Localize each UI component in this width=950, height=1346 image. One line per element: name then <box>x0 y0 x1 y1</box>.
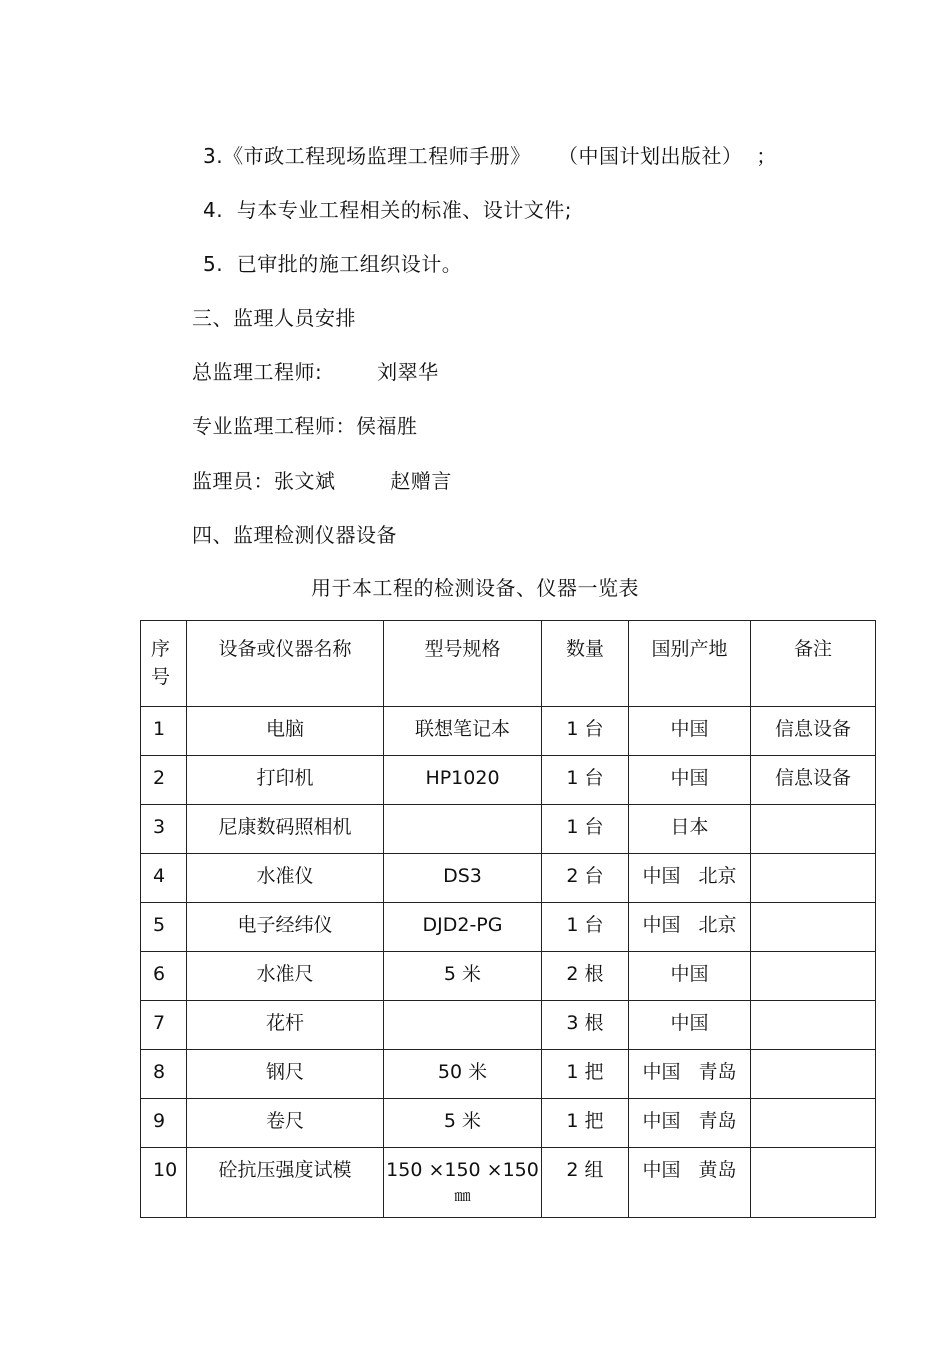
header-model: 型号规格 <box>384 621 542 707</box>
equipment-table <box>140 620 876 1218</box>
cell-qty: 2 根 <box>542 952 629 1001</box>
cell-remark <box>751 1050 876 1099</box>
table-row <box>141 952 876 1001</box>
cell-no: 3 <box>141 805 187 854</box>
cell-origin: 中国 <box>629 952 751 1001</box>
cell-model: DS3 <box>384 854 542 903</box>
cell-remark: 信息设备 <box>751 756 876 805</box>
cell-remark <box>751 903 876 952</box>
cell-model: 50 米 <box>384 1050 542 1099</box>
table-row <box>141 1099 876 1148</box>
cell-no: 7 <box>141 1001 187 1050</box>
cell-qty: 2 台 <box>542 854 629 903</box>
cell-qty: 2 组 <box>542 1148 629 1218</box>
cell-name: 砼抗压强度试模 <box>187 1148 384 1218</box>
cell-name: 花杆 <box>187 1001 384 1050</box>
cell-origin: 中国 北京 <box>629 854 751 903</box>
cell-remark <box>751 952 876 1001</box>
cell-origin: 中国 北京 <box>629 903 751 952</box>
header-qty: 数量 <box>542 621 629 707</box>
chief-supervisor-line: 总监理工程师: 刘翠华 <box>192 360 439 384</box>
table-row <box>141 903 876 952</box>
cell-model: HP1020 <box>384 756 542 805</box>
reference-item-5: 5. 已审批的施工组织设计。 <box>203 252 463 276</box>
cell-origin: 中国 黄岛 <box>629 1148 751 1218</box>
cell-name: 水准尺 <box>187 952 384 1001</box>
cell-model <box>384 1001 542 1050</box>
cell-remark <box>751 1001 876 1050</box>
table-row <box>141 854 876 903</box>
table-caption: 用于本工程的检测设备、仪器一览表 <box>311 576 639 600</box>
specialist-supervisor-line: 专业监理工程师：侯福胜 <box>192 414 418 438</box>
cell-model-unit: ㎜ <box>454 1186 471 1205</box>
cell-name: 电子经纬仪 <box>187 903 384 952</box>
cell-model: 5 米 <box>384 1099 542 1148</box>
cell-name: 水准仪 <box>187 854 384 903</box>
cell-model: 5 米 <box>384 952 542 1001</box>
reference-item-4: 4. 与本专业工程相关的标准、设计文件; <box>203 198 573 222</box>
cell-origin: 中国 <box>629 756 751 805</box>
cell-qty: 1 台 <box>542 903 629 952</box>
header-origin: 国别产地 <box>629 621 751 707</box>
cell-no: 2 <box>141 756 187 805</box>
cell-origin: 中国 青岛 <box>629 1050 751 1099</box>
cell-remark <box>751 1148 876 1218</box>
cell-model <box>384 1148 542 1218</box>
cell-origin: 中国 青岛 <box>629 1099 751 1148</box>
cell-qty: 1 把 <box>542 1099 629 1148</box>
section-heading-staff: 三、监理人员安排 <box>192 306 356 330</box>
table-row <box>141 1148 876 1218</box>
cell-model: DJD2-PG <box>384 903 542 952</box>
header-remark: 备注 <box>751 621 876 707</box>
supervisor-staff-line: 监理员：张文斌 赵赠言 <box>192 469 452 493</box>
cell-qty: 1 把 <box>542 1050 629 1099</box>
cell-qty: 1 台 <box>542 707 629 756</box>
cell-remark: 信息设备 <box>751 707 876 756</box>
table-row <box>141 805 876 854</box>
cell-qty: 1 台 <box>542 756 629 805</box>
cell-no: 6 <box>141 952 187 1001</box>
cell-no: 5 <box>141 903 187 952</box>
cell-origin: 日本 <box>629 805 751 854</box>
table-row <box>141 756 876 805</box>
cell-no: 8 <box>141 1050 187 1099</box>
table-row <box>141 1001 876 1050</box>
cell-name: 尼康数码照相机 <box>187 805 384 854</box>
cell-name: 打印机 <box>187 756 384 805</box>
cell-model-dimensions: 150 ×150 ×150 <box>386 1159 539 1181</box>
cell-name: 钢尺 <box>187 1050 384 1099</box>
cell-remark <box>751 854 876 903</box>
header-name: 设备或仪器名称 <box>187 621 384 707</box>
cell-qty: 3 根 <box>542 1001 629 1050</box>
cell-name: 卷尺 <box>187 1099 384 1148</box>
cell-remark <box>751 805 876 854</box>
cell-origin: 中国 <box>629 1001 751 1050</box>
section-heading-equipment: 四、监理检测仪器设备 <box>192 523 397 547</box>
cell-model <box>384 805 542 854</box>
cell-remark <box>751 1099 876 1148</box>
cell-no: 10 <box>141 1148 187 1218</box>
cell-no: 1 <box>141 707 187 756</box>
cell-no: 9 <box>141 1099 187 1148</box>
cell-qty: 1 台 <box>542 805 629 854</box>
cell-model: 联想笔记本 <box>384 707 542 756</box>
header-no: 序 号 <box>141 621 187 707</box>
cell-no: 4 <box>141 854 187 903</box>
reference-item-3: 3.《市政工程现场监理工程师手册》 （中国计划出版社） ； <box>203 144 777 168</box>
table-row <box>141 1050 876 1099</box>
table-row <box>141 707 876 756</box>
cell-name: 电脑 <box>187 707 384 756</box>
table-header-row <box>141 621 876 707</box>
cell-origin: 中国 <box>629 707 751 756</box>
